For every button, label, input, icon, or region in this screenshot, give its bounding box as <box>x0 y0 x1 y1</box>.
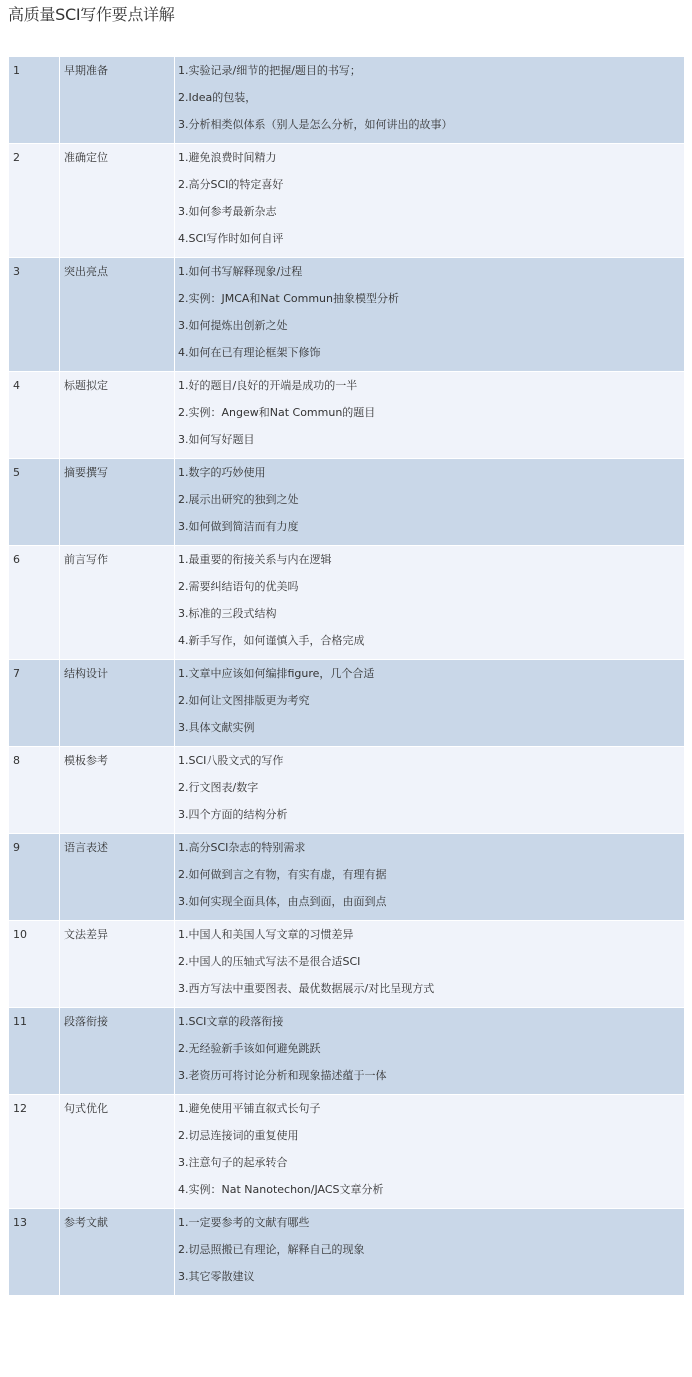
row-number: 11 <box>13 1015 27 1028</box>
key-points-list <box>178 747 684 833</box>
key-point-item: 3.四个方面的结构分析 <box>178 808 288 821</box>
key-point-item: 1.文章中应该如何编排figure，几个合适 <box>178 667 375 680</box>
section-name-cell <box>60 459 175 546</box>
row-number: 4 <box>13 379 20 392</box>
key-points-cell <box>175 57 685 144</box>
key-point-item: 1.避免浪费时间精力 <box>178 151 277 164</box>
key-points-cell <box>175 144 685 258</box>
key-points-list <box>178 459 684 545</box>
section-name: 文法差异 <box>64 928 108 941</box>
section-name-cell <box>60 546 175 660</box>
key-point-item: 1.一定要参考的文献有哪些 <box>178 1216 310 1229</box>
section-name: 前言写作 <box>64 553 108 566</box>
key-point-item: 2.如何让文图排版更为考究 <box>178 694 310 707</box>
section-name-cell <box>60 834 175 921</box>
outline-table <box>8 56 685 1296</box>
section-name-cell <box>60 1209 175 1296</box>
key-point-item: 1.数字的巧妙使用 <box>178 466 266 479</box>
key-points-cell <box>175 372 685 459</box>
table-row <box>9 258 685 372</box>
table-row <box>9 546 685 660</box>
table-row <box>9 372 685 459</box>
table-row <box>9 1008 685 1095</box>
section-name: 突出亮点 <box>64 265 108 278</box>
key-point-item: 3.分析相类似体系（别人是怎么分析，如何讲出的故事） <box>178 118 453 131</box>
table-row <box>9 834 685 921</box>
key-point-item: 1.实验记录/细节的把握/题目的书写； <box>178 64 361 77</box>
table-row <box>9 1095 685 1209</box>
section-name-cell <box>60 144 175 258</box>
key-point-item: 3.其它零散建议 <box>178 1270 255 1283</box>
key-point-item: 3.如何实现全面具体，由点到面，由面到点 <box>178 895 387 908</box>
key-points-cell <box>175 1209 685 1296</box>
key-points-list <box>178 1209 684 1295</box>
key-point-item: 2.行文图表/数字 <box>178 781 259 794</box>
section-name: 句式优化 <box>64 1102 108 1115</box>
key-point-item: 1.中国人和美国人写文章的习惯差异 <box>178 928 354 941</box>
key-point-item: 3.具体文献实例 <box>178 721 255 734</box>
row-number: 7 <box>13 667 20 680</box>
key-points-cell <box>175 546 685 660</box>
key-points-list <box>178 372 684 458</box>
key-points-cell <box>175 1095 685 1209</box>
key-points-list <box>178 258 684 371</box>
section-name: 语言表述 <box>64 841 108 854</box>
key-points-cell <box>175 459 685 546</box>
key-points-cell <box>175 921 685 1008</box>
key-points-list <box>178 1095 684 1208</box>
key-points-cell <box>175 1008 685 1095</box>
row-number: 2 <box>13 151 20 164</box>
key-point-item: 3.如何写好题目 <box>178 433 255 446</box>
key-point-item: 1.SCI八股文式的写作 <box>178 754 284 767</box>
row-number-cell <box>9 1095 60 1209</box>
key-points-list <box>178 921 684 1007</box>
section-name: 准确定位 <box>64 151 108 164</box>
table-row <box>9 1209 685 1296</box>
key-point-item: 3.西方写法中重要图表、最优数据展示/对比呈现方式 <box>178 982 435 995</box>
section-name-cell <box>60 1008 175 1095</box>
section-name: 模板参考 <box>64 754 108 767</box>
section-name-cell <box>60 57 175 144</box>
key-points-list <box>178 546 684 659</box>
row-number-cell <box>9 747 60 834</box>
row-number-cell <box>9 144 60 258</box>
row-number-cell <box>9 57 60 144</box>
key-point-item: 4.实例：Nat Nanotechon/JACS文章分析 <box>178 1183 384 1196</box>
key-point-item: 1.避免使用平铺直叙式长句子 <box>178 1102 321 1115</box>
key-points-list <box>178 1008 684 1094</box>
section-name-cell <box>60 921 175 1008</box>
key-point-item: 2.实例：Angew和Nat Commun的题目 <box>178 406 376 419</box>
key-point-item: 1.最重要的衔接关系与内在逻辑 <box>178 553 332 566</box>
key-point-item: 2.需要纠结语句的优美吗 <box>178 580 299 593</box>
key-point-item: 3.如何做到简洁而有力度 <box>178 520 299 533</box>
key-points-cell <box>175 660 685 747</box>
row-number-cell <box>9 372 60 459</box>
key-points-cell <box>175 834 685 921</box>
row-number-cell <box>9 459 60 546</box>
key-point-item: 3.注意句子的起承转合 <box>178 1156 288 1169</box>
row-number: 9 <box>13 841 20 854</box>
page-title: 高质量SCI写作要点详解 <box>8 5 175 24</box>
section-name: 标题拟定 <box>64 379 108 392</box>
key-points-list <box>178 660 684 746</box>
section-name: 摘要撰写 <box>64 466 108 479</box>
table-row <box>9 747 685 834</box>
outline-table-body <box>9 57 685 1296</box>
row-number: 1 <box>13 64 20 77</box>
key-point-item: 4.新手写作，如何谨慎入手，合格完成 <box>178 634 365 647</box>
row-number: 5 <box>13 466 20 479</box>
key-point-item: 4.SCI写作时如何自评 <box>178 232 284 245</box>
key-point-item: 4.如何在已有理论框架下修饰 <box>178 346 321 359</box>
table-row <box>9 57 685 144</box>
key-point-item: 1.好的题目/良好的开端是成功的一半 <box>178 379 358 392</box>
row-number: 6 <box>13 553 20 566</box>
section-name: 早期准备 <box>64 64 108 77</box>
row-number: 3 <box>13 265 20 278</box>
row-number: 12 <box>13 1102 27 1115</box>
table-row <box>9 660 685 747</box>
table-row <box>9 144 685 258</box>
key-point-item: 2.中国人的压轴式写法不是很合适SCI <box>178 955 361 968</box>
section-name: 结构设计 <box>64 667 108 680</box>
table-row <box>9 921 685 1008</box>
key-point-item: 2.如何做到言之有物，有实有虚，有理有据 <box>178 868 387 881</box>
key-points-list <box>178 57 684 143</box>
row-number: 10 <box>13 928 27 941</box>
section-name-cell <box>60 372 175 459</box>
key-point-item: 2.切忌连接词的重复使用 <box>178 1129 299 1142</box>
key-point-item: 2.展示出研究的独到之处 <box>178 493 299 506</box>
row-number: 13 <box>13 1216 27 1229</box>
row-number-cell <box>9 1008 60 1095</box>
key-points-list <box>178 144 684 257</box>
section-name-cell <box>60 747 175 834</box>
table-row <box>9 459 685 546</box>
row-number-cell <box>9 258 60 372</box>
key-point-item: 3.老资历可将讨论分析和现象描述蕴于一体 <box>178 1069 387 1082</box>
key-point-item: 3.如何参考最新杂志 <box>178 205 277 218</box>
row-number-cell <box>9 834 60 921</box>
section-name-cell <box>60 660 175 747</box>
section-name-cell <box>60 1095 175 1209</box>
key-point-item: 2.无经验新手该如何避免跳跃 <box>178 1042 321 1055</box>
section-name-cell <box>60 258 175 372</box>
key-point-item: 2.实例：JMCA和Nat Commun抽象模型分析 <box>178 292 399 305</box>
key-point-item: 2.切忌照搬已有理论，解释自己的现象 <box>178 1243 365 1256</box>
row-number-cell <box>9 660 60 747</box>
key-points-cell <box>175 258 685 372</box>
key-points-cell <box>175 747 685 834</box>
key-points-list <box>178 834 684 920</box>
row-number-cell <box>9 921 60 1008</box>
key-point-item: 2.高分SCI的特定喜好 <box>178 178 284 191</box>
key-point-item: 1.高分SCI杂志的特别需求 <box>178 841 306 854</box>
row-number: 8 <box>13 754 20 767</box>
key-point-item: 1.SCI文章的段落衔接 <box>178 1015 284 1028</box>
row-number-cell <box>9 546 60 660</box>
section-name: 参考文献 <box>64 1216 108 1229</box>
row-number-cell <box>9 1209 60 1296</box>
key-point-item: 3.标准的三段式结构 <box>178 607 277 620</box>
key-point-item: 2.Idea的包装， <box>178 91 257 104</box>
key-point-item: 1.如何书写解释现象/过程 <box>178 265 303 278</box>
section-name: 段落衔接 <box>64 1015 108 1028</box>
key-point-item: 3.如何提炼出创新之处 <box>178 319 288 332</box>
